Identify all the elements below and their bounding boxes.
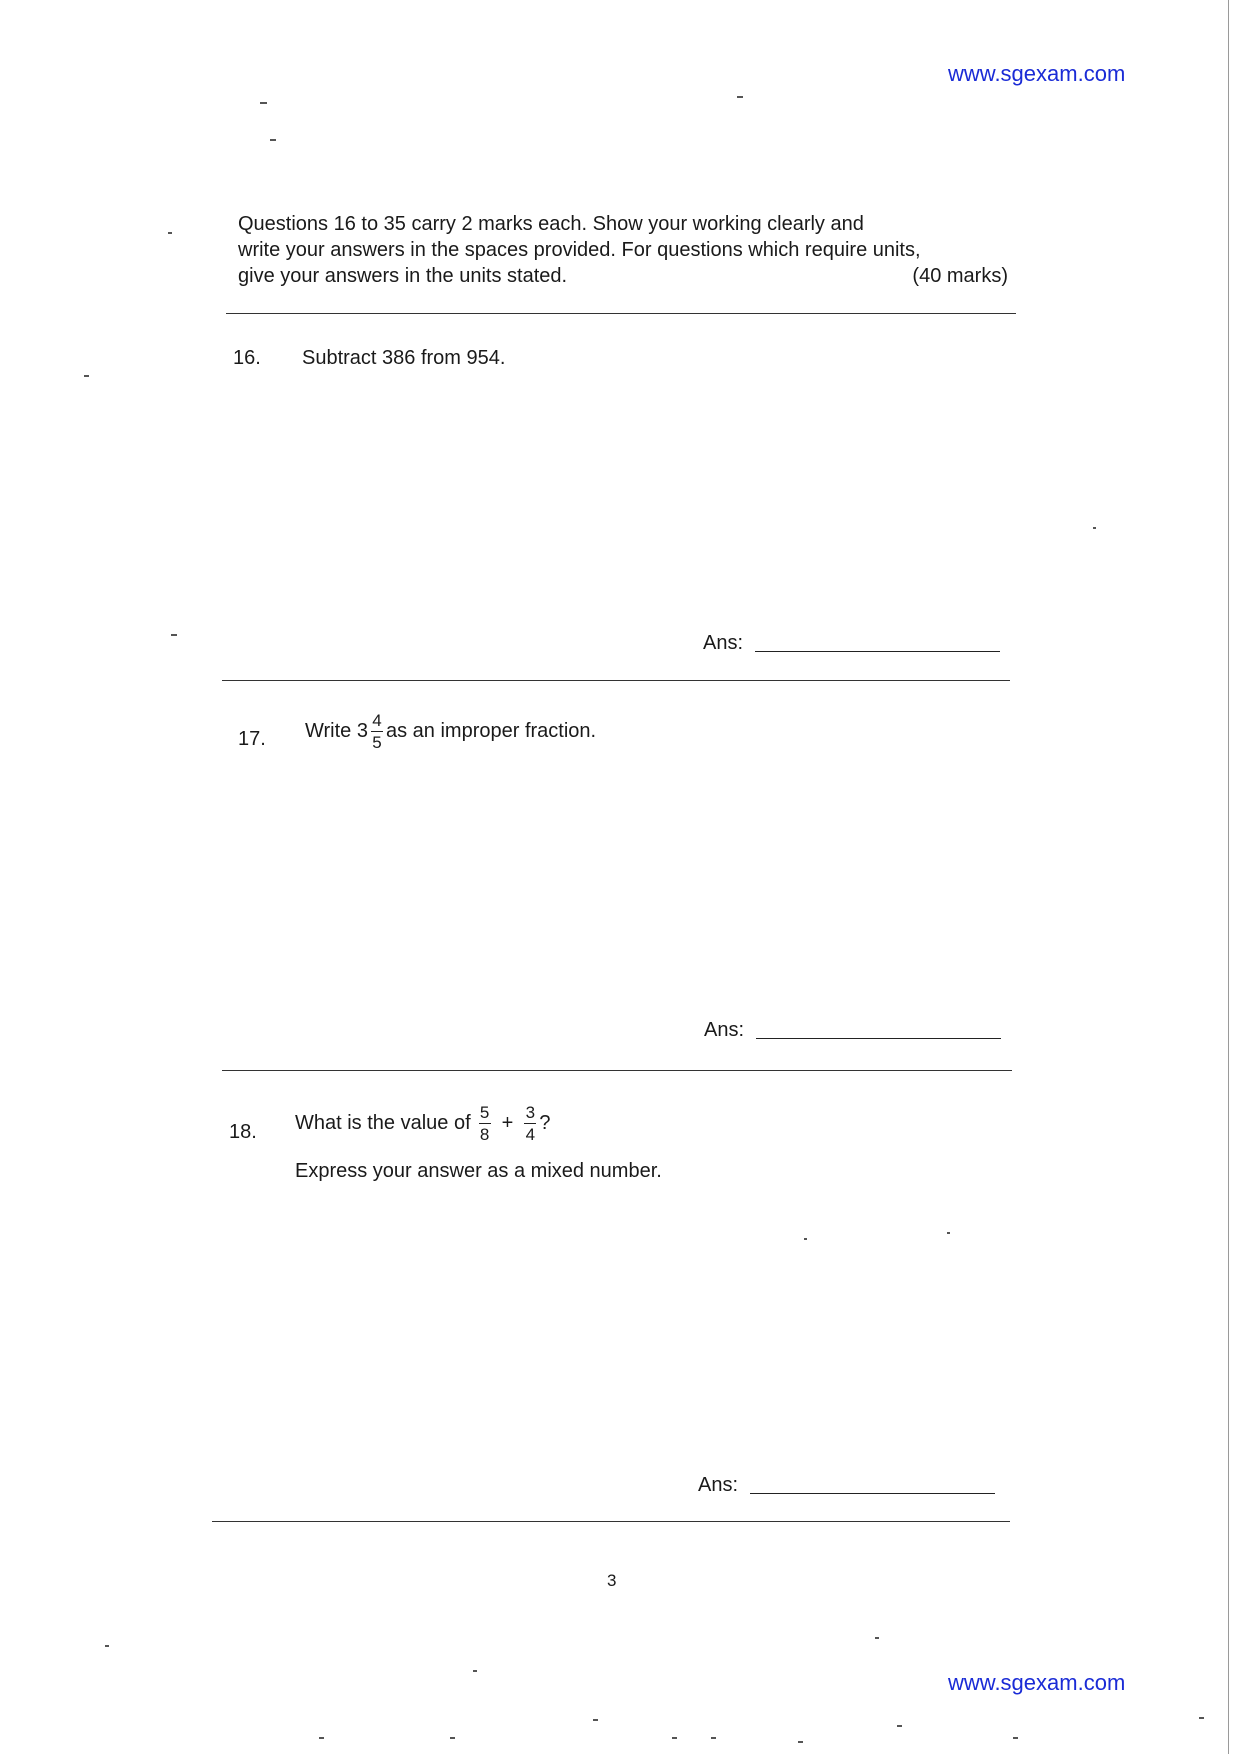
- scan-speck: [672, 1737, 677, 1739]
- scan-speck: [270, 139, 276, 141]
- fraction-denominator: 8: [479, 1125, 490, 1144]
- total-marks: (40 marks): [912, 265, 1008, 287]
- scan-speck: [875, 1637, 879, 1639]
- scan-speck: [798, 1741, 803, 1743]
- divider: [222, 680, 1010, 681]
- instructions-line-2: write your answers in the spaces provided. For questions which require units,: [238, 239, 921, 261]
- answer-line[interactable]: [756, 1038, 1001, 1039]
- scan-speck: [473, 1670, 477, 1672]
- answer-label: Ans:: [703, 632, 744, 654]
- question-17-text: [305, 712, 596, 751]
- question-17-text-before: Write 3: [305, 720, 368, 742]
- scan-speck: [260, 102, 267, 104]
- answer-label: Ans:: [698, 1474, 739, 1496]
- divider: [226, 313, 1016, 314]
- fraction-denominator: 5: [372, 733, 382, 752]
- question-16-text: Subtract 386 from 954.: [302, 347, 506, 369]
- question-mark: ?: [539, 1112, 551, 1134]
- fraction: [524, 1104, 536, 1143]
- question-18-number: 18.: [229, 1121, 257, 1143]
- divider: [222, 1070, 1012, 1071]
- question-16-answer[interactable]: [703, 632, 1000, 655]
- fraction: [479, 1104, 491, 1143]
- scan-speck: [319, 1737, 324, 1739]
- scan-speck: [1199, 1717, 1204, 1719]
- fraction-denominator: 4: [525, 1125, 536, 1144]
- question-18-text: [295, 1104, 550, 1143]
- fraction-bar: [371, 731, 383, 732]
- fraction-numerator: 3: [525, 1103, 536, 1122]
- scan-speck: [450, 1737, 455, 1739]
- scan-speck: [105, 1645, 109, 1647]
- scan-speck: [711, 1737, 716, 1739]
- question-16-number: 16.: [233, 347, 261, 369]
- question-17-number: 17.: [238, 728, 266, 750]
- fraction-numerator: 4: [372, 711, 382, 730]
- divider: [212, 1521, 1010, 1522]
- question-17-answer[interactable]: [704, 1019, 1001, 1042]
- instructions-line-3: [238, 263, 1008, 289]
- plus-operator: +: [501, 1112, 514, 1134]
- question-18-text-before: What is the value of: [295, 1112, 471, 1134]
- site-link-bottom[interactable]: www.sgexam.com: [948, 1670, 1126, 1695]
- scan-speck: [84, 375, 89, 377]
- fraction-numerator: 5: [479, 1103, 490, 1122]
- scan-speck: [1093, 527, 1096, 529]
- scan-speck: [737, 96, 743, 98]
- question-18-answer[interactable]: [698, 1474, 995, 1497]
- fraction: [371, 712, 383, 751]
- site-link-top[interactable]: www.sgexam.com: [948, 61, 1126, 86]
- scan-speck: [171, 634, 177, 636]
- fraction-bar: [479, 1123, 491, 1124]
- answer-label: Ans:: [704, 1019, 745, 1041]
- question-18-instruction: Express your answer as a mixed number.: [295, 1160, 662, 1182]
- instructions-units-text: give your answers in the units stated.: [238, 265, 568, 287]
- answer-line[interactable]: [755, 651, 1000, 652]
- scan-speck: [593, 1719, 598, 1721]
- page-number: 3: [607, 1571, 617, 1590]
- fraction-bar: [524, 1123, 536, 1124]
- scan-speck: [1013, 1737, 1018, 1739]
- question-17-text-after: as an improper fraction.: [385, 720, 597, 742]
- answer-line[interactable]: [750, 1493, 995, 1494]
- scan-speck: [947, 1232, 950, 1234]
- page-edge: [1228, 0, 1229, 1754]
- scan-speck: [168, 232, 172, 234]
- scan-speck: [897, 1725, 902, 1727]
- instructions-line-1: Questions 16 to 35 carry 2 marks each. Show your working clearly and: [238, 213, 864, 235]
- scan-speck: [804, 1238, 807, 1240]
- instructions: [238, 211, 1008, 289]
